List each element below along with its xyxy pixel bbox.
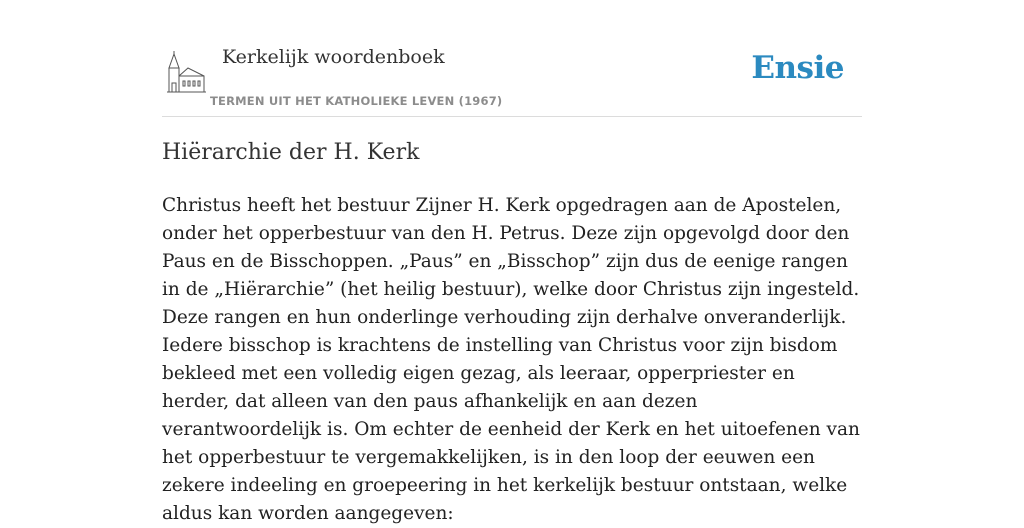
entry-body: Christus heeft het bestuur Zijner H. Kerk opgedragen aan de Apostelen, onder het opperbestuur van den H. Petrus. Deze zijn opgevolgd door den Paus en de Bisschoppen. „Paus” en „Bisschop” zijn dus de eenige rangen in de „Hiërarchie” (het heilig bestuur), welke door Christus zijn ingesteld. Deze rangen en hun onderlinge verhouding zijn derhalve onveranderlijk. Iedere bisschop is krachtens de instelling van Christus voor zijn bisdom bekleed met een volledig eigen gezag, als leeraar, opperpriester en herder, dat alleen van den paus afhankelijk en aan dezen verantwoordelijk is. Om echter de eenheid der Kerk en het uitoefenen van het opperbestuur te vergemakkelijken, is in den loop der eeuwen een zekere indeeling en groepeering in het kerkelijk bestuur ontstaan, welke aldus kan worden aangegeven:: [162, 195, 860, 524]
church-icon[interactable]: [166, 50, 206, 94]
entry-title: Hiërarchie der H. Kerk: [162, 140, 420, 165]
page-container: [162, 0, 862, 524]
book-header: [162, 0, 862, 117]
brand-logo[interactable]: Ensie: [751, 50, 844, 86]
book-subtitle: TERMEN UIT HET KATHOLIEKE LEVEN (1967): [210, 94, 503, 108]
book-title[interactable]: Kerkelijk woordenboek: [222, 46, 445, 68]
